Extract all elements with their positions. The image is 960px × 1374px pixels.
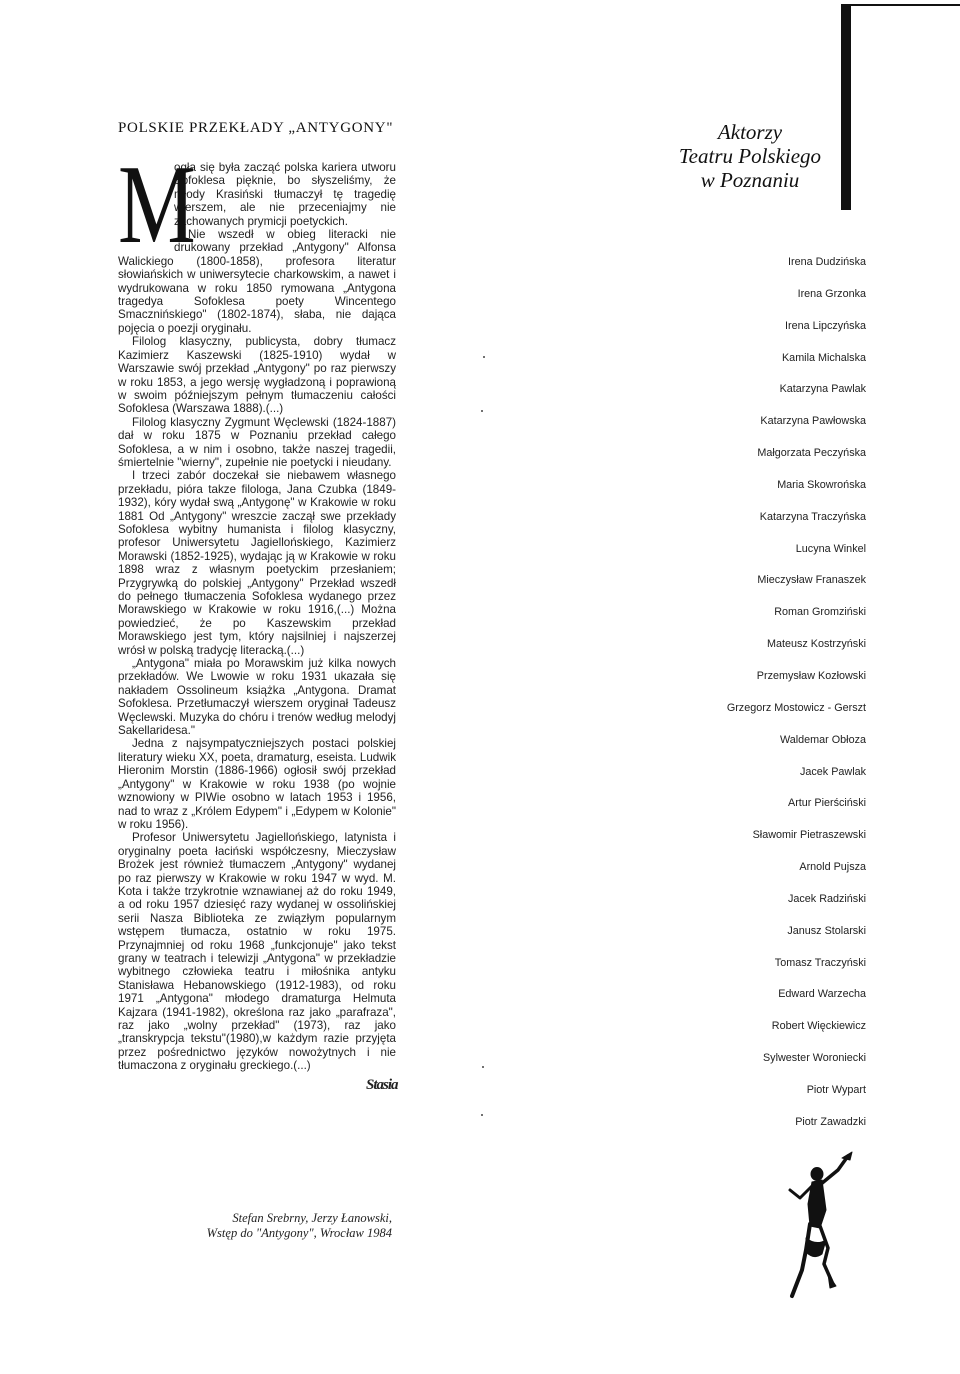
actor-name: Przemysław Kozłowski	[756, 669, 866, 682]
corner-rule-vertical	[841, 4, 851, 210]
actor-name: Katarzyna Pawlak	[779, 383, 866, 396]
article-body	[118, 143, 396, 1073]
actor-name: Edward Warzecha	[778, 988, 866, 1001]
actor-name: Tomasz Traczyński	[774, 956, 866, 969]
cast-heading: Aktorzy Teatru Polskiego w Poznaniu	[678, 120, 822, 192]
article-paragraph: „Antygona" miała po Morawskim już kilka nowych przekładów. We Lwowie w roku 1931 ukazała się nakładem Ossolineum książka „Antygona. Dramat Sofoklesa. Przetłumaczył wierszem oryginał Tadeusz Węclewski. Muzyka do chóru i trenów według melodyj Sakellaridesa."	[118, 657, 396, 738]
actor-name: Sylwester Woroniecki	[762, 1052, 866, 1065]
actor-name: Katarzyna Traczyńska	[759, 510, 866, 523]
actor-name: Mieczysław Franaszek	[757, 574, 866, 587]
actor-name: Piotr Zawadzki	[795, 1115, 866, 1128]
actor-name: Katarzyna Pawłowska	[760, 415, 866, 428]
citation-authors: Stefan Srebrny, Jerzy Łanowski,	[232, 1211, 392, 1225]
print-speck	[482, 1066, 484, 1068]
actor-name: Roman Gromziński	[774, 606, 866, 619]
actor-name: Kamila Michalska	[781, 351, 866, 364]
actor-name: Piotr Wypart	[806, 1083, 866, 1096]
citation	[190, 1211, 392, 1241]
actor-name: Artur Pierściński	[788, 797, 866, 810]
drop-cap: M	[118, 143, 196, 267]
actor-name: Janusz Stolarski	[787, 924, 866, 937]
actor-name: Robert Więckiewicz	[771, 1020, 866, 1033]
actor-name: Jacek Radziński	[787, 892, 866, 905]
article-paragraph: Filolog klasyczny Zygmunt Węclewski (1824-1887) dał w roku 1875 w Poznaniu przekład całego Sofoklesa, a w nim i osobno, także naszej tragedii, śmiertelnie "wierny", zupełnie nie poetycki i nieudany.	[118, 415, 396, 469]
actor-name: Maria Skowrońska	[777, 478, 866, 491]
actor-name: Irena Dudzińska	[787, 256, 866, 268]
article-paragraph: Nie wszedł w obieg literacki nie drukowany przekład „Antygony" Alfonsa Walickiego (1800-1858), profesora literatur słowiańskich w uniwersytecie charkowskim, a nawet i wydrukowana w roku 1850 rymowana „Antygona tragedya Sofoklesa poety Wincentego Smacznińskiego" (1802-1874), słaba, nie dająca pojęcia o poezji oryginału.	[118, 228, 396, 335]
print-speck	[481, 1114, 483, 1116]
print-speck	[481, 410, 483, 412]
actor-name: Lucyna Winkel	[795, 542, 866, 555]
actor-name: Irena Lipczyńska	[784, 319, 866, 332]
actor-name: Jacek Pawlak	[799, 765, 866, 778]
article-paragraph: I trzeci zabór doczekał sie niebawem własnego przekładu, pióra takze filologa, Jana Czubka (1849-1932), kóry wydał swą „Antygonę" w Krakowie w roku 1881 Od „Antygony" wreszcie zaczął swe przekłady Sofoklesa wybitny humanista i filolog klasyczny, profesor Uniwersytetu Jagiellońskiego, Kazimierz Morawski (1852-1925), wydając ją w Krakowie w roku 1898 wraz z własnym poetyckim przesłaniem; Przygrywką do polskiej „Antygony" Przekład wszedł do pełnego tłumaczenia Sofoklesa wydanego przez Morawskiego w Krakowie w roku 1916,(...) Można powiedzieć, że po Kaszewskim przekład Morawskiego jest tym, który najsilniej i najszerzej wrósł w polską tradycję literacką.(...)	[118, 469, 396, 657]
actor-name: Arnold Pujsza	[799, 861, 866, 874]
actor-name: Grzegorz Mostowicz - Gerszt	[726, 701, 866, 714]
article-paragraph: M ogła się była zacząć polska kariera utworu Sofoklesa pięknie, bo słyszeliśmy, że młody Krasiński tłumaczył tę tragedię wierszem, ale nie przeceniajmy nie zachowanych prymicji poetyckich.	[118, 143, 396, 267]
handwritten-annotation: Stasia	[366, 1077, 398, 1093]
actor-name: Małgorzata Peczyńska	[757, 447, 866, 460]
print-speck	[483, 356, 485, 358]
citation-source: Wstęp do "Antygony", Wrocław 1984	[206, 1226, 392, 1240]
article-title: POLSKIE PRZEKŁADY „ANTYGONY"	[118, 120, 394, 136]
article-paragraph: Profesor Uniwersytetu Jagiellońskiego, latynista i oryginalny poeta łaciński współczesny, Mieczysław Brożek jest również tłumaczem „Antygony" wydanej po raz pierwszy w Krakowie w roku 1947 w wyd. M. Kota i także trzykrotnie wznawianej aż do roku 1949, a od roku 1957 dziesięć razy wydanej w ossolińskiej serii Nasza Biblioteka ze związłym popularnym wstępem tłumacza, ostatnio w roku 1975. Przynajmniej od roku 1968 „funkcjonuje" jako tekst grany w teatrach i telewizji „Antygona" w przekładzie wybitnego człowieka teatru i miłośnika antyku Stanisława Hebanowskiego (1912-1983), od roku 1971 „Antygona" młodego dramaturga Helmuta Kajzara (1941-1982), określona raz jako „parafraza", raz jako „wolny przekład" (1973), raz jako „transkrypcja tekstu"(1980),w każdym razie przyjęta przez pośrednictwo języków nowożytnych i nie tłumaczona z oryginału greckiego.(...)	[118, 831, 396, 1073]
article-paragraph: Filolog klasyczny, publicysta, dobry tłumacz Kazimierz Kaszewski (1825-1910) wydał w Warszawie swój przekład „Antygony" po raz pierwszy w roku 1853, a jego wersję wygładzoną i poprawioną w swoim późniejszym pełnym tłumaczeniu całości Sofoklesa (Warszawa 1888).(...)	[118, 335, 396, 416]
actor-name: Waldemar Obłoza	[779, 733, 866, 746]
actor-name: Sławomir Pietraszewski	[752, 829, 866, 842]
actor-list	[680, 255, 866, 1147]
corner-rule-horizontal	[841, 4, 960, 6]
actor-name: Mateusz Kostrzyński	[766, 638, 866, 651]
actor-name: Irena Grzonka	[797, 287, 866, 300]
dancing-figure-icon	[776, 1150, 866, 1300]
article-paragraph: Jedna z najsympatyczniejszych postaci polskiej literatury wieku XX, poeta, dramaturg, eseista. Ludwik Hieronim Morstin (1886-1966) ogłosił swój przekład „Antygony" w Krakowie w roku 1938 (po wojnie wznowiony w PIWie osobno w latach 1953 i 1956, nad to wraz z „Królem Edypem" i „Edypem w Kolonie" w roku 1956).	[118, 737, 396, 831]
article-column	[118, 120, 396, 1073]
